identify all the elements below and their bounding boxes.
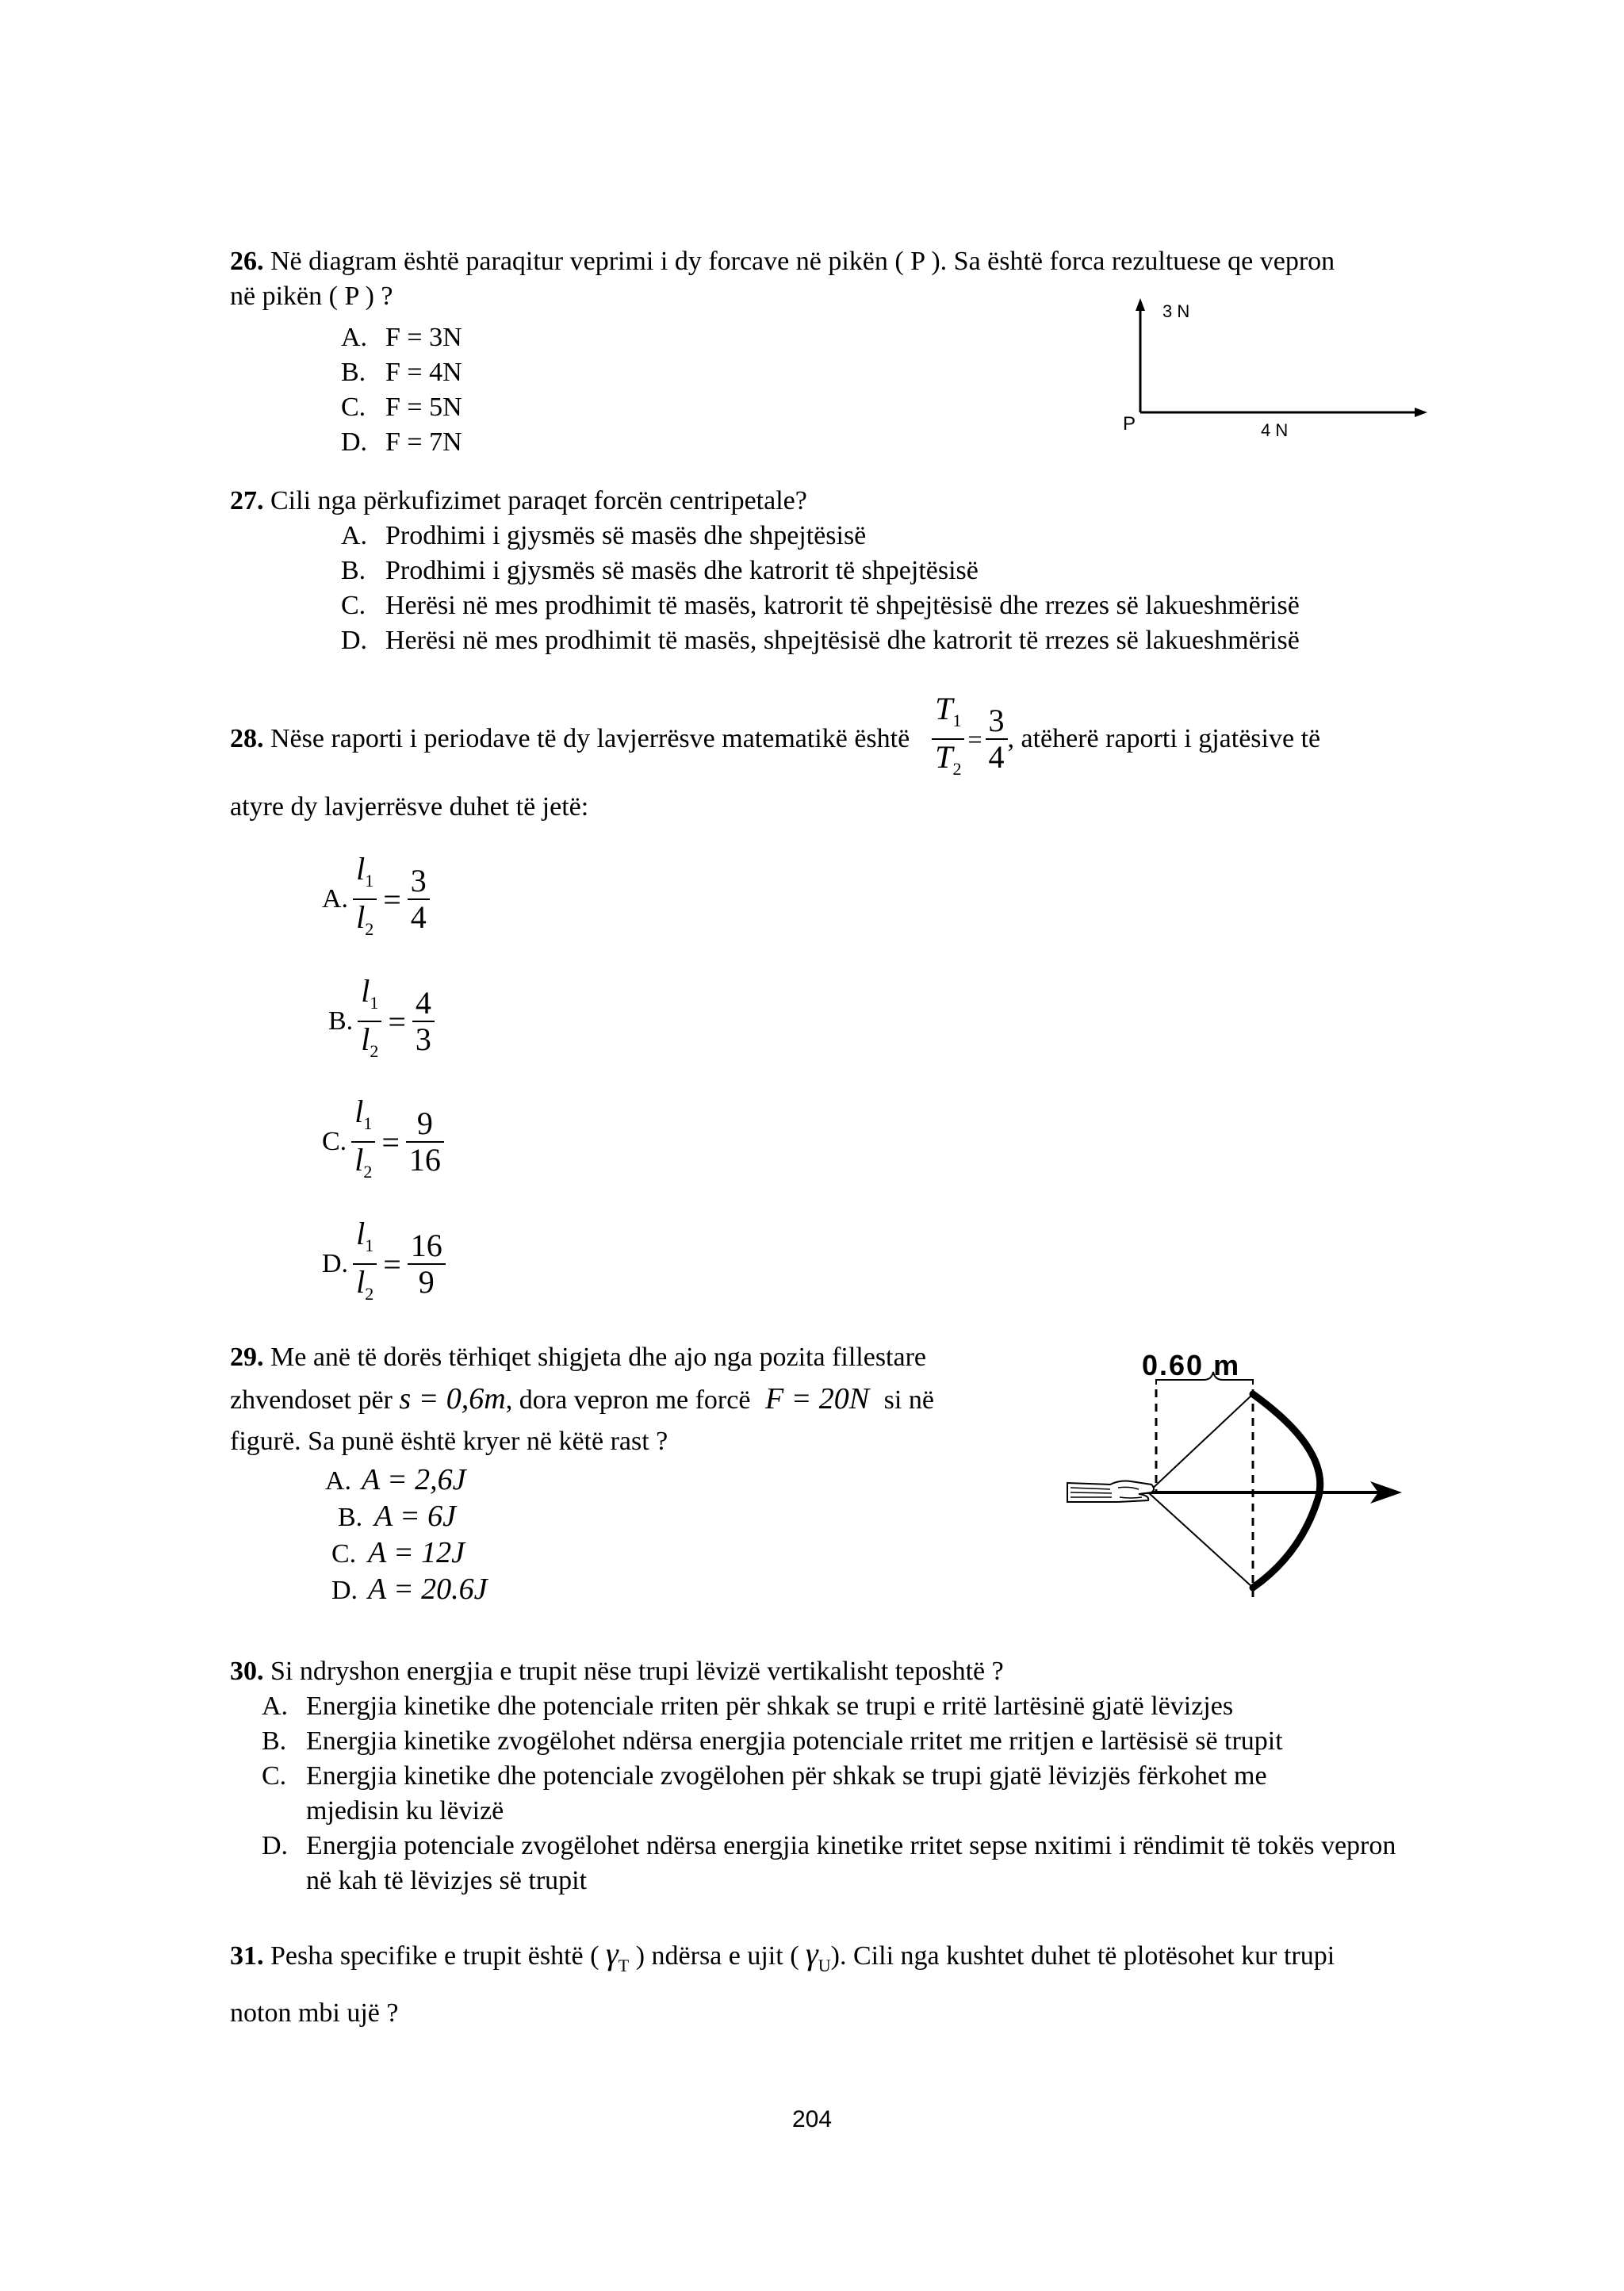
q29-force: F = 20N — [764, 1382, 870, 1416]
force-3n-label: 3 N — [1162, 301, 1190, 321]
hand-icon — [1067, 1481, 1154, 1503]
q27-option-b: B. Prodhimi i gjysmës së masës dhe katrorit të shpejtësisë — [341, 556, 979, 585]
q29-text: 29. Me anë të dorës tërhiqet shigjeta dhe ajo nga pozita fillestare zhvendoset për s = 0,6m, dora vepron me forcë F = 20N si në figurë. Sa punë është kryer në këtë rast ? — [230, 1343, 934, 1456]
gamma-t-symbol: $\gamma_T$ — [605, 1936, 630, 1975]
q30-option-b: B. Energjia kinetike zvogëlohet ndërsa energjia potenciale rritet me rritjen e lartësisë së trupit — [262, 1726, 1283, 1756]
force-diagram — [1110, 293, 1443, 444]
force-4n-label: 4 N — [1261, 420, 1289, 440]
q26-line1: Në diagram është paraqitur veprimi i dy forcave në pikën ( P ). Sa është forca rezultuese qe vepron — [270, 247, 1335, 276]
q26-number: 26. — [230, 247, 264, 276]
q27-number: 27. — [230, 486, 264, 515]
q26-option-a: A. F = 3N — [341, 323, 462, 352]
q28-option-b: B. $\frac{l_1}{l_2}$ = $\frac{4}{3}$ — [328, 974, 435, 1069]
q30-option-d: D. Energjia potenciale zvogëlohet ndërsa energjia kinetike rritet sepse nxitimi i rëndimit të tokës vepron në kah të lëvizjes së trupit — [262, 1831, 1396, 1895]
q28-option-a: A. $\frac{l_1}{l_2}$ = $\frac{3}{4}$ — [322, 852, 430, 947]
q29-option-d: D. A = 20.6J — [331, 1573, 488, 1606]
q29-line1: Me anë të dorës tërhiqet shigjeta dhe ajo nga pozita fillestare — [270, 1343, 927, 1372]
q30-option-a: A. Energjia kinetike dhe potenciale rriten për shkak se trupi e rritë lartësinë gjatë lëvizjes — [262, 1691, 1234, 1721]
q26-option-d: D. F = 7N — [341, 427, 462, 457]
q29-displacement: s = 0,6m — [399, 1382, 506, 1416]
q31-text: 31. Pesha specifike e trupit është ( $\gamma_T$ ) ndërsa e ujit ( $\gamma_U$). Cili nga kushtet duhet të plotësohet kur trupi noton mbi ujë ? — [230, 1936, 1335, 2028]
q28-text-after: , atëherë raporti i gjatësive të — [1007, 724, 1321, 753]
q29-option-b: B. A = 6J — [338, 1500, 457, 1533]
q28-option-d: D. $\frac{l_1}{l_2}$ = $\frac{16}{9}$ — [322, 1216, 446, 1312]
q26-line2: në pikën ( P ) ? — [230, 282, 393, 311]
q28-number: 28. — [230, 724, 264, 753]
q27-text — [230, 484, 807, 519]
page-number: 204 — [791, 2106, 833, 2132]
bow-string-upper — [1148, 1394, 1253, 1492]
q30-question: Si ndryshon energjia e trupit nëse trupi lëvizë vertikalisht teposhtë ? — [270, 1657, 1004, 1686]
q28-text — [230, 692, 1320, 787]
q28-option-c: C. $\frac{l_1}{l_2}$ = $\frac{9}{16}$ — [322, 1094, 444, 1190]
bow-distance-label: 0.60 m — [1142, 1349, 1241, 1381]
q26-option-c: C. F = 5N — [341, 393, 462, 422]
q29-line3: figurë. Sa punë është kryer në këtë rast ? — [230, 1427, 668, 1456]
q28-line2: atyre dy lavjerrësve duhet të jetë: — [230, 792, 589, 822]
gamma-u-symbol: $\gamma_U$ — [806, 1936, 831, 1975]
q31-line2: noton mbi ujë ? — [230, 1998, 399, 2028]
q29-option-c: C. A = 12J — [331, 1536, 465, 1569]
q28-text-before: Nëse raporti i periodave të dy lavjerrësve matematikë është — [270, 724, 910, 753]
q27-option-a: A. Prodhimi i gjysmës së masës dhe shpejtësisë — [341, 521, 867, 550]
force-3n-arrowhead-icon — [1136, 298, 1145, 311]
q27-option-d: D. Herësi në mes prodhimit të masës, shpejtësisë dhe katrorit të rrezes së lakueshmërisë — [341, 626, 1300, 655]
bow-string-lower — [1148, 1492, 1253, 1588]
q27-option-c: C. Herësi në mes prodhimit të masës, katrorit të shpejtësisë dhe rrezes së lakueshmërisë — [341, 591, 1300, 620]
q30-text — [230, 1654, 1004, 1689]
q26-option-b: B. F = 4N — [341, 358, 462, 387]
bow-diagram — [1063, 1340, 1411, 1610]
q28-period-ratio: $\frac{T_1}{T_2}$ = $\frac{3}{4}$ — [932, 692, 1007, 787]
point-p-label: P — [1123, 413, 1136, 435]
q31-number: 31. — [230, 1941, 264, 1971]
force-4n-arrowhead-icon — [1415, 408, 1427, 417]
q30-number: 30. — [230, 1657, 264, 1686]
q29-option-a: A. A = 2,6J — [325, 1463, 466, 1496]
q30-option-c: C. Energjia kinetike dhe potenciale zvogëlohen për shkak se trupi gjatë lëvizjës fërkohet me mjedisin ku lëvizë — [262, 1761, 1267, 1826]
q29-number: 29. — [230, 1343, 264, 1372]
q27-question: Cili nga përkufizimet paraqet forcën centripetale? — [270, 486, 807, 515]
